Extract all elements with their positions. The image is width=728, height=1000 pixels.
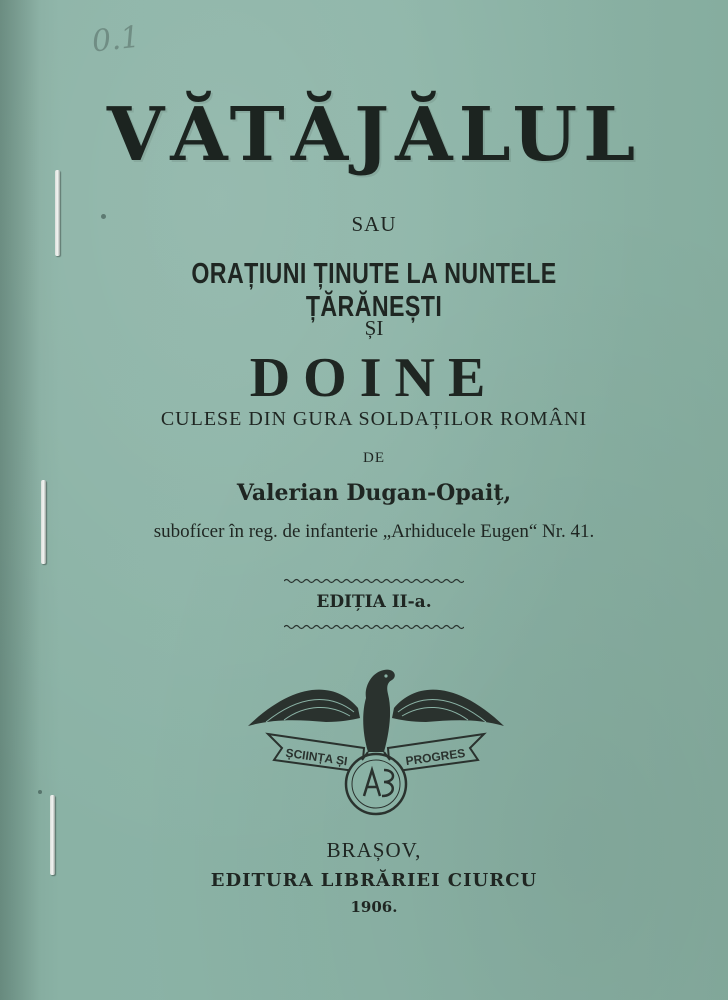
staple-middle (41, 480, 46, 564)
cover-title: VĂTĂJĂLUL (106, 92, 642, 178)
spine-shadow (0, 0, 40, 1000)
collected-line: CULESE DIN GURA SOLDAȚILOR ROMÂNI (160, 408, 588, 430)
conjunction-sau: SAU (351, 212, 397, 236)
publication-city: BRAȘOV, (326, 838, 422, 862)
eagle-emblem-icon (246, 660, 506, 820)
doine-heading: DOINE (249, 347, 499, 409)
conjunction-si: ȘI (364, 316, 384, 340)
ink-spot (38, 790, 42, 794)
staple-bottom (50, 795, 55, 875)
cover-subtitle: ORAȚIUNI ȚINUTE LA NUNTELE ȚĂRĂNEȘTI (191, 258, 557, 323)
publisher-name: EDITURA LIBRĂRIEI CIURCU (210, 870, 538, 891)
by-label: DE (363, 450, 385, 466)
publication-year: 1906. (350, 898, 398, 916)
author-rank: subofícer în reg. de infanterie „Arhiducele Eugen“ Nr. 41. (153, 521, 595, 542)
ribbon-left-text: ȘCIINȚA ȘI (284, 745, 349, 769)
ornament-rule-top (284, 578, 464, 584)
ribbon-right-text: PROGRES (404, 745, 467, 769)
pencil-note: 0.1 (90, 19, 142, 60)
ornament-rule-bottom (284, 624, 464, 630)
edition-label: EDIȚIA II-a. (316, 592, 432, 612)
author-name: Valerian Dugan-Opaiț, (236, 480, 512, 506)
